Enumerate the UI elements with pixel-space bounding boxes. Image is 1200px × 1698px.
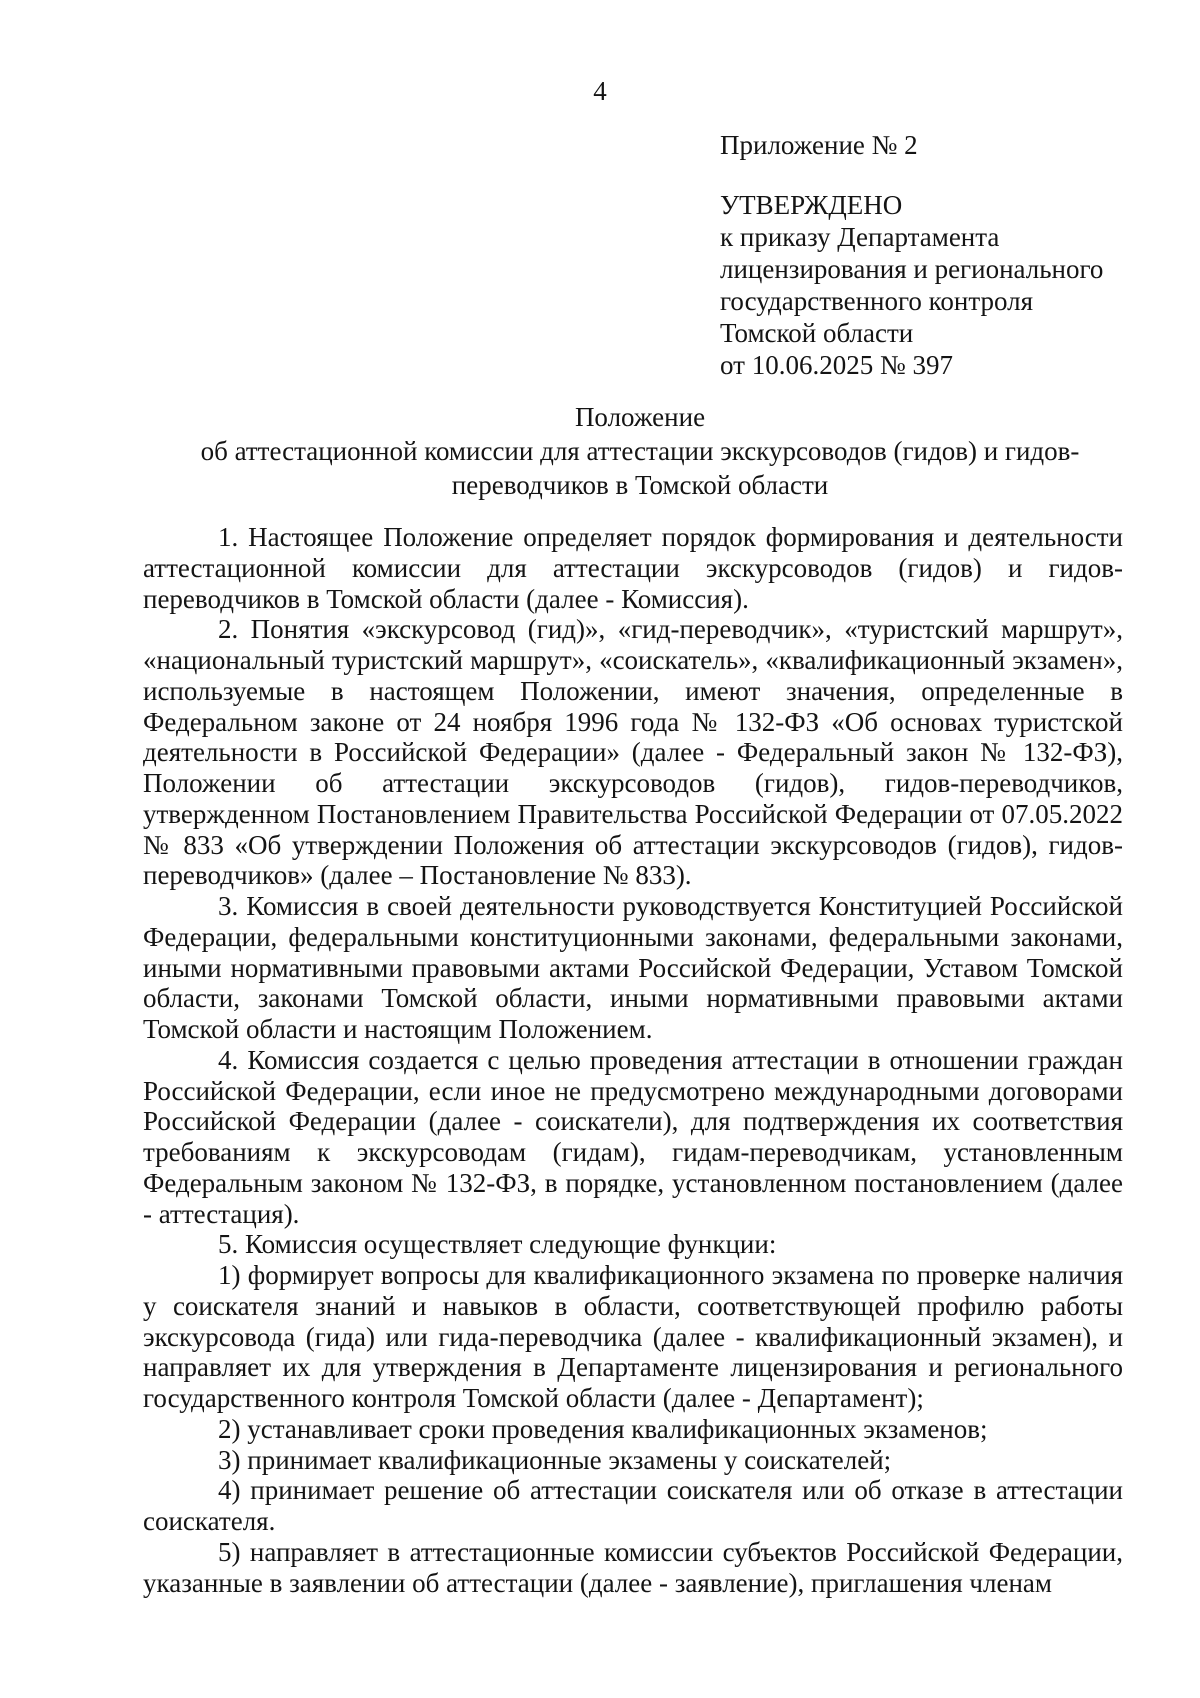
page-number: 4 [593, 76, 607, 106]
approval-line: государственного контроля [720, 286, 1033, 316]
approval-line: Томской области [720, 318, 914, 348]
approval-block [720, 129, 1160, 381]
paragraph: 1. Настоящее Положение определяет порядок формирования и деятельности аттестационной комиссии для аттестации экскурсоводов (гидов) и гидов-переводчиков в Томской области (далее - Комиссия). [143, 522, 1123, 614]
document-title [140, 400, 1140, 502]
paragraph: 4) принимает решение об аттестации соискателя или об отказе в аттестации соискателя. [143, 1475, 1123, 1536]
document-body [143, 522, 1123, 1598]
approval-line: от 10.06.2025 № 397 [720, 350, 953, 380]
paragraph: 5. Комиссия осуществляет следующие функции: [218, 1229, 777, 1260]
approval-line: к приказу Департамента [720, 222, 1000, 252]
title-subtitle-line: об аттестационной комиссии для аттестации экскурсоводов (гидов) и гидов- [200, 436, 1080, 466]
paragraph: 3) принимает квалификационные экзамены у соискателей; [218, 1444, 892, 1475]
paragraph: 4. Комиссия создается с целью проведения аттестации в отношении граждан Российской Федерации, если иное не предусмотрено международными договорами Российской Федерации (далее - соискатели), для подтверждения их соответствия требованиям к экскурсоводам (гидам), гидам-переводчикам, установленным Федеральным законом № 132-ФЗ, в порядке, установленном постановлением (далее - аттестация). [143, 1044, 1123, 1229]
paragraph: 5) направляет в аттестационные комиссии субъектов Российской Федерации, указанные в заявлении об аттестации (далее - заявление), приглашения членам [143, 1536, 1123, 1598]
approved-label: УТВЕРЖДЕНО [720, 190, 903, 220]
paragraph: 2. Понятия «экскурсовод (гид)», «гид-переводчик», «туристский маршрут», «национальный туристский маршрут», «соискатель», «квалификационный экзамен», используемые в настоящем Положении, имеют значения, определенные в Федеральном законе от 24 ноября 1996 года № 132-ФЗ «Об основах туристской деятельности в Российской Федерации» (далее - Федеральный закон № 132-ФЗ), Положении об аттестации экскурсоводов (гидов), гидов-переводчиков, утвержденном Постановлением Правительства Российской Федерации от 07.05.2022 № 833 «Об утверждении Положения об аттестации экскурсоводов (гидов), гидов-переводчиков» (далее – Постановление № 833). [143, 614, 1123, 891]
appendix-label: Приложение № 2 [720, 130, 918, 160]
paragraph: 3. Комиссия в своей деятельности руководствуется Конституцией Российской Федерации, федеральными конституционными законами, федеральными законами, иными нормативными правовыми актами Российской Федерации, Уставом Томской области, законами Томской области, иными нормативными правовыми актами Томской области и настоящим Положением. [143, 891, 1123, 1044]
paragraph: 1) формирует вопросы для квалификационного экзамена по проверке наличия у соискателя знаний и навыков в области, соответствующей профилю работы экскурсовода (гида) или гида-переводчика (далее - квалификационный экзамен), и направляет их для утверждения в Департаменте лицензирования и регионального государственного контроля Томской области (далее - Департамент); [143, 1260, 1123, 1413]
title-heading: Положение [574, 402, 706, 432]
title-subtitle-line: переводчиков в Томской области [451, 470, 829, 500]
approval-line: лицензирования и регионального [720, 254, 1104, 284]
paragraph: 2) устанавливает сроки проведения квалификационных экзаменов; [218, 1413, 988, 1444]
